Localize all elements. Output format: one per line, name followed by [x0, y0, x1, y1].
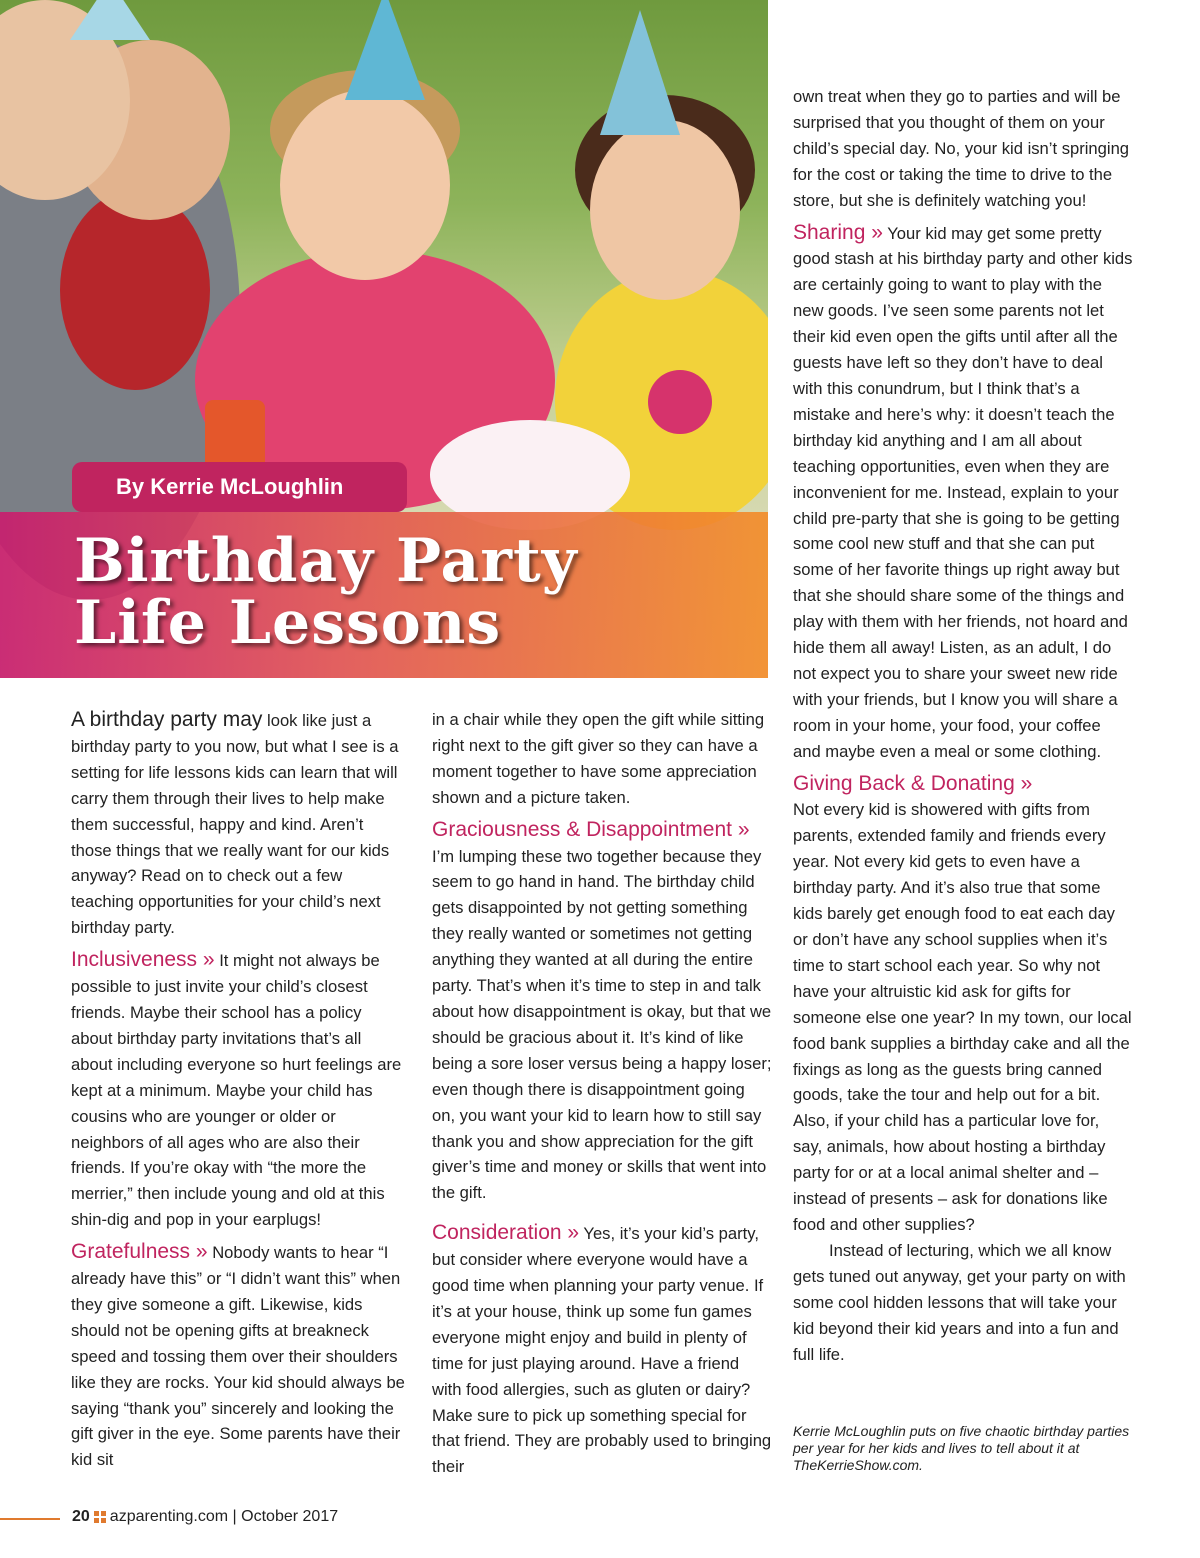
party-hat-icon [345, 0, 425, 100]
party-hat-icon [600, 10, 680, 135]
section-inclusiveness: Inclusiveness » It might not always be possible to just invite your child’s closest friends. Maybe their school has a policy about birthday party invitations that’s all about including everyone so hurt feelings are kept at a minimum. Maybe your child has cousins who are younger or older or neighbors of all ages who are also their friends. If you’re okay with “the more the merrier,” then include young and old at this shin-dig and pop in your earplugs! [71, 948, 402, 1230]
red-cup [205, 400, 265, 470]
photo-girl-blonde-head [280, 90, 450, 280]
section-heading: Inclusiveness » [71, 948, 215, 972]
section-giving-back: Giving Back & Donating » Not every kid is showered with gifts from parents, extended family and friends every year. Not every kid gets to even have a birthday party. And it’s also true that some kids barely get enough food to eat each day or don’t have any school supplies when it’s time to start school each year. So why not have your altruistic kid ask for gifts for someone else one year? In my town, our local food bank supplies a birthday cake and all the fixings as long as the guests bring canned goods, take the tour and help out for a bit. Also, if your child has a particular love for, say, animals, how about hosting a birthday party for or at a local animal shelter and – instead of presents – ask for donations like food and other supplies? [793, 771, 1132, 1234]
footer-rule [0, 1518, 60, 1520]
section-heading: Gratefulness » [71, 1240, 208, 1264]
footer-site: azparenting.com [109, 1508, 229, 1525]
page-number: 20 [72, 1508, 90, 1525]
section-graciousness: Graciousness & Disappointment » I’m lumping these two together because they seem to go hand in hand. The birthday child gets disappointed by not getting something they really wanted or sometimes not getting anything they wanted at all during the entire party. That’s when it’s time to step in and talk about how disappointment is okay, but that we should be gracious about it. It’s kind of like being a sore loser versus being a happy loser; even though there is disappointment going on, you want your kid to learn how to still say thank you and show appreciation for the gift giver’s time and money or skills that went into the gift. [432, 817, 772, 1203]
title-line-1: Birthday Party [74, 526, 578, 596]
article-title [74, 526, 578, 658]
author-bio: Kerrie McLoughlin puts on five chaotic birthday parties per year for her kids and lives to tell about it at TheKerrieShow.com. [793, 1423, 1130, 1473]
section-heading: Sharing » [793, 220, 883, 244]
birthday-girl-badge [648, 370, 712, 434]
intro-paragraph: A birthday party may look like just a birthday party to you now, but what I see is a setting for life lessons kids can learn that will carry them through their lives to help make them successful, happy and kind. Aren’t those things that we really want for our kids anyway? Read on to check out a few teaching opportunities for your child’s next birthday party. [71, 708, 399, 938]
footer-issue: October 2017 [241, 1508, 339, 1525]
footer-separator: | [232, 1508, 237, 1525]
photo-girl-dark-head [590, 120, 740, 300]
section-gratefulness: Gratefulness » Nobody wants to hear “I already have this” or “I didn’t want this” when they give someone a gift. Likewise, kids should not be opening gifts at breakneck speed and tossing them over their shoulders like they are rocks. Your kid should always be saying “thank you” sincerely and looking the gift giver in the eye. Some parents have their kid sit [71, 1240, 405, 1470]
section-sharing: Sharing » Your kid may get some pretty good stash at his birthday party and other kids are certainly going to want to play with the new goods. I’ve seen some parents not let their kid even open the gifts until after all the guests have left so they don’t have to deal with this conundrum, but I think that’s a mistake and here’s why: it doesn’t teach the birthday kid anything and I am all about teaching opportunities, even when they are inconvenient for me. Instead, explain to your child pre-party that she is going to be getting some cool new stuff and that she can put some of her favorite things up right away but that she should share some of the things and play with them with her friends, not hoard and hide them all away! Listen, as an adult, I do not expect you to share your sweet new ride with your friends, but I know you will share a room in your home, your food, your coffee and maybe even a meal or some clothing. [793, 220, 1133, 761]
page-footer [72, 1508, 338, 1526]
closing-paragraph: Instead of lecturing, which we all know gets tuned out anyway, get your party on with some cool hidden lessons that will take your kid beyond their kid years and into a fun and full life. [793, 1240, 1126, 1364]
gratefulness-continued: in a chair while they open the gift while sitting right next to the gift giver so they can have a moment together to have some appreciation shown and a picture taken. [432, 710, 765, 807]
photo-child-red-shirt [60, 190, 210, 390]
consideration-continued: own treat when they go to parties and will be surprised that you thought of them on your child’s special day. No, your kid isn’t springing for the cost or taking the time to drive to the store, but she is definitely watching you! [793, 87, 1130, 210]
section-heading: Giving Back & Donating » [793, 771, 1033, 795]
title-line-2: Life Lessons [74, 588, 502, 658]
lead-in: A birthday party may [71, 708, 263, 731]
grid-dots-icon [94, 1511, 106, 1523]
party-hat-icon [70, 0, 150, 40]
article-column-2 [432, 707, 772, 1480]
section-heading: Graciousness & Disappointment » [432, 817, 750, 841]
author-byline: By Kerrie McLoughlin [72, 462, 407, 512]
article-column-3 [793, 84, 1133, 1367]
section-heading: Consideration » [432, 1221, 580, 1245]
section-consideration: Consideration » Yes, it’s your kid’s party, but consider where everyone would have a good time when planning your party venue. If it’s at your house, think up some fun games everyone might enjoy and build in plenty of time for just playing around. Have a friend with food allergies, such as gluten or dairy? Make sure to pick up something special for that friend. They are probably used to bringing their [432, 1221, 772, 1477]
article-column-1 [71, 707, 406, 1473]
